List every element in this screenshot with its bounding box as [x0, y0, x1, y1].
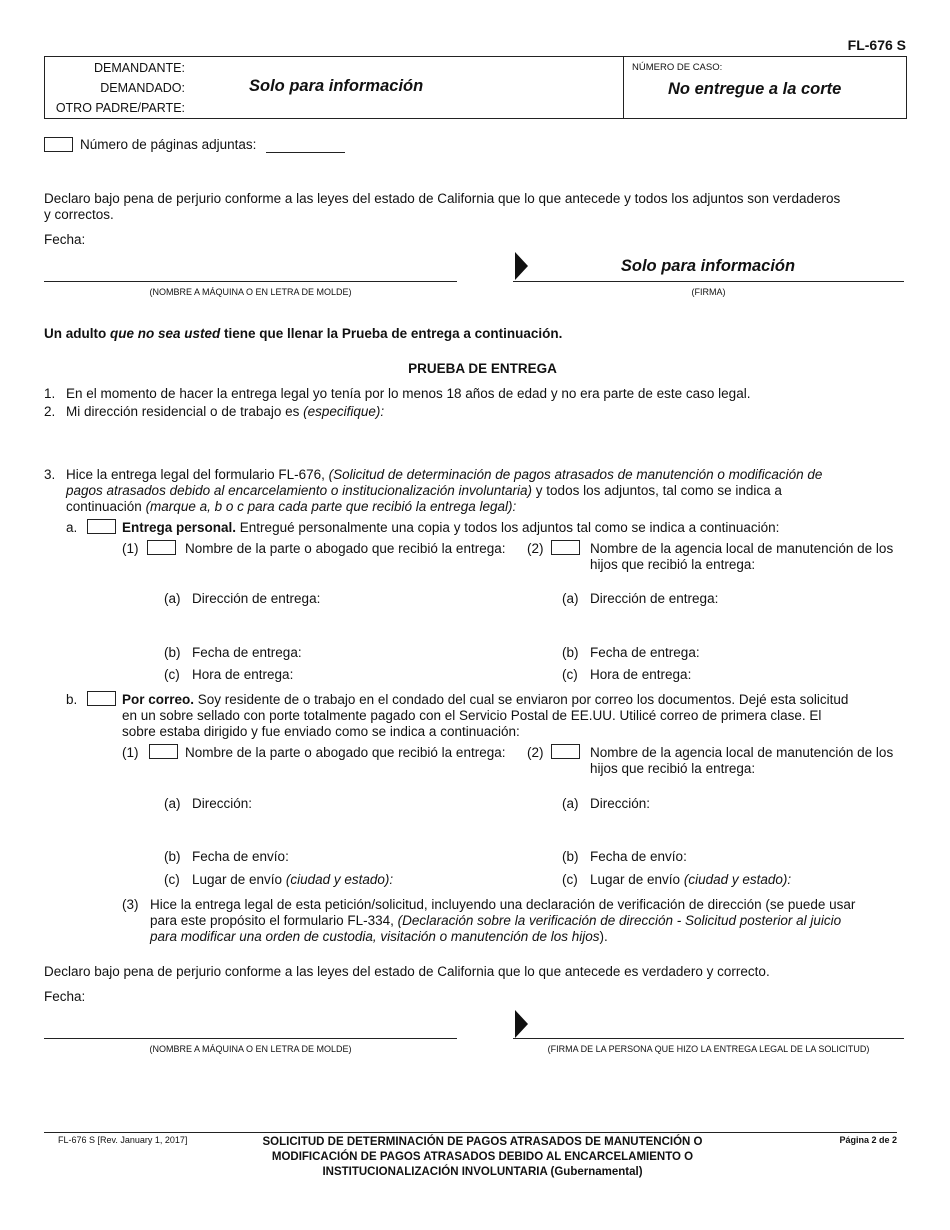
- section-a-n2-number: (2): [527, 541, 544, 556]
- section-b-1c-text: Lugar de envío (ciudad y estado):: [192, 872, 394, 887]
- section-b-2a-text: Dirección:: [590, 796, 651, 811]
- section-b-n1-text: Nombre de la parte o abogado que recibió la entrega:: [185, 745, 506, 760]
- section-a-2a-text: Dirección de entrega:: [590, 591, 719, 606]
- section-a-1a-letter: (a): [164, 591, 181, 606]
- section-b-1a-text: Dirección:: [192, 796, 253, 811]
- declaration1-signature-field[interactable]: [513, 281, 904, 282]
- caption-box: [44, 56, 907, 119]
- footer-rule: [44, 1132, 897, 1133]
- section-b-n3-number: (3): [122, 897, 139, 912]
- declaration2-name-field[interactable]: [44, 1038, 457, 1039]
- section-b-n1-checkbox[interactable]: [149, 744, 178, 759]
- item-2-number: 2.: [44, 404, 56, 419]
- section-a-1c-text: Hora de entrega:: [192, 667, 294, 682]
- item-1-text: En el momento de hacer la entrega legal yo tenía por lo menos 18 años de edad y no era parte de este caso legal.: [66, 386, 751, 401]
- item-2-text: Mi dirección residencial o de trabajo es (especifique):: [66, 404, 385, 419]
- section-b-1b-text: Fecha de envío:: [192, 849, 289, 864]
- item-1-number: 1.: [44, 386, 56, 401]
- case-number-label: NÚMERO DE CASO:: [632, 62, 723, 73]
- footer-title: SOLICITUD DE DETERMINACIÓN DE PAGOS ATRASADOS DE MANUTENCIÓN O MODIFICACIÓN DE PAGOS ATRASADOS DEBIDO AL ENCARCELAMIENTO O INSTITUCIONALIZACIÓN INVOLUNTARIA (Gubernamental): [262, 1136, 703, 1178]
- proof-title: PRUEBA DE ENTREGA: [408, 361, 557, 376]
- section-b-n2-checkbox[interactable]: [551, 744, 580, 759]
- attached-pages-label: Número de páginas adjuntas:: [80, 137, 257, 152]
- section-b-n2-number: (2): [527, 745, 544, 760]
- declaration2-date-label: Fecha:: [44, 989, 86, 1004]
- attached-pages-field[interactable]: [266, 152, 345, 153]
- declaration2-text: Declaro bajo pena de perjurio conforme a las leyes del estado de California que lo que antecede es verdadero y correcto.: [44, 964, 770, 979]
- section-a-2b-letter: (b): [562, 645, 579, 660]
- do-not-deliver-text: No entregue a la corte: [668, 80, 842, 98]
- section-b-text: Por correo. Soy residente de o trabajo en el condado del cual se enviaron por correo los documentos. Dejé esta solicitud en un sobre sellado con porte totalmente pagado con el Servicio Postal de EE.UU. Utilicé correo de primera clase. El sobre estaba dirigido y fue enviado como se indica a continuación:: [122, 692, 849, 739]
- section-b-checkbox[interactable]: [87, 691, 116, 706]
- section-b-n2-text: Nombre de la agencia local de manutención de los hijos que recibió la entrega:: [590, 745, 894, 776]
- declaration1-date-label: Fecha:: [44, 232, 86, 247]
- declaration1-signature-caption: (FIRMA): [691, 287, 726, 297]
- section-a-1c-letter: (c): [164, 667, 180, 682]
- section-a-1b-letter: (b): [164, 645, 181, 660]
- declaration1-name-field[interactable]: [44, 281, 457, 282]
- item-3-text: Hice la entrega legal del formulario FL-676, (Solicitud de determinación de pagos atrasados de manutención o modificación de pagos atrasados debido al encarcelamiento o institucionalización involuntaria) y todos los adjuntos, tal como se indica a continuación (marque a, b o c para cada parte que recibió la entrega legal):: [66, 467, 823, 514]
- signature-arrow-icon: [515, 1010, 528, 1038]
- caption-info-only: Solo para información: [249, 77, 424, 95]
- section-a-n1-text: Nombre de la parte o abogado que recibió la entrega:: [185, 541, 506, 556]
- section-a-text: Entrega personal. Entregué personalmente una copia y todos los adjuntos tal como se indica a continuación:: [122, 520, 780, 535]
- section-a-n2-checkbox[interactable]: [551, 540, 580, 555]
- section-b-1c-letter: (c): [164, 872, 180, 887]
- declaration2-signature-caption: (FIRMA DE LA PERSONA QUE HIZO LA ENTREGA LEGAL DE LA SOLICITUD): [547, 1044, 870, 1054]
- section-a-letter: a.: [66, 520, 78, 535]
- caption-divider: [623, 57, 624, 118]
- section-b-2b-text: Fecha de envío:: [590, 849, 687, 864]
- section-a-2c-text: Hora de entrega:: [590, 667, 692, 682]
- section-a-2c-letter: (c): [562, 667, 578, 682]
- other-parent-label: OTRO PADRE/PARTE:: [55, 101, 185, 115]
- section-b-2c-letter: (c): [562, 872, 578, 887]
- section-b-2c-text: Lugar de envío (ciudad y estado):: [590, 872, 792, 887]
- section-b-2a-letter: (a): [562, 796, 579, 811]
- section-a-n1-checkbox[interactable]: [147, 540, 176, 555]
- section-a-n2-text: Nombre de la agencia local de manutención de los hijos que recibió la entrega:: [590, 541, 894, 572]
- section-a-1a-text: Dirección de entrega:: [192, 591, 321, 606]
- section-b-n3-text: Hice la entrega legal de esta petición/solicitud, incluyendo una declaración de verificación de dirección (se puede usar para este propósito el formulario FL-334, (Declaración sobre la verificación de dirección - Solicitud posterior al juicio para modificar una orden de custodia, visitación o manutención de los hijos).: [150, 897, 856, 944]
- attached-pages-checkbox[interactable]: [44, 137, 73, 152]
- adult-notice: Un adulto que no sea usted tiene que llenar la Prueba de entrega a continuación.: [44, 326, 563, 341]
- declaration1-name-caption: (NOMBRE A MÁQUINA O EN LETRA DE MOLDE): [149, 287, 352, 297]
- section-a-2b-text: Fecha de entrega:: [590, 645, 700, 660]
- declaration1-signature-info: Solo para información: [620, 257, 796, 275]
- section-a-1b-text: Fecha de entrega:: [192, 645, 302, 660]
- section-a-2a-letter: (a): [562, 591, 579, 606]
- declaration2-name-caption: (NOMBRE A MÁQUINA O EN LETRA DE MOLDE): [149, 1044, 352, 1054]
- declaration1-text: Declaro bajo pena de perjurio conforme a las leyes del estado de California que lo que antecede y todos los adjuntos son verdaderos y correctos.: [44, 191, 841, 222]
- declaration2-signature-field[interactable]: [513, 1038, 904, 1039]
- section-b-n1-number: (1): [122, 745, 139, 760]
- section-b-1a-letter: (a): [164, 796, 181, 811]
- footer-revision: FL-676 S [Rev. January 1, 2017]: [58, 1135, 188, 1145]
- respondent-label: DEMANDADO:: [100, 81, 185, 95]
- section-b-2b-letter: (b): [562, 849, 579, 864]
- form-id: FL-676 S: [847, 37, 906, 53]
- section-b-1b-letter: (b): [164, 849, 181, 864]
- petitioner-label: DEMANDANTE:: [94, 61, 185, 75]
- section-a-n1-number: (1): [122, 541, 139, 556]
- footer-page-number: Página 2 de 2: [839, 1135, 897, 1145]
- section-b-letter: b.: [66, 692, 78, 707]
- section-a-checkbox[interactable]: [87, 519, 116, 534]
- item-3-number: 3.: [44, 467, 56, 482]
